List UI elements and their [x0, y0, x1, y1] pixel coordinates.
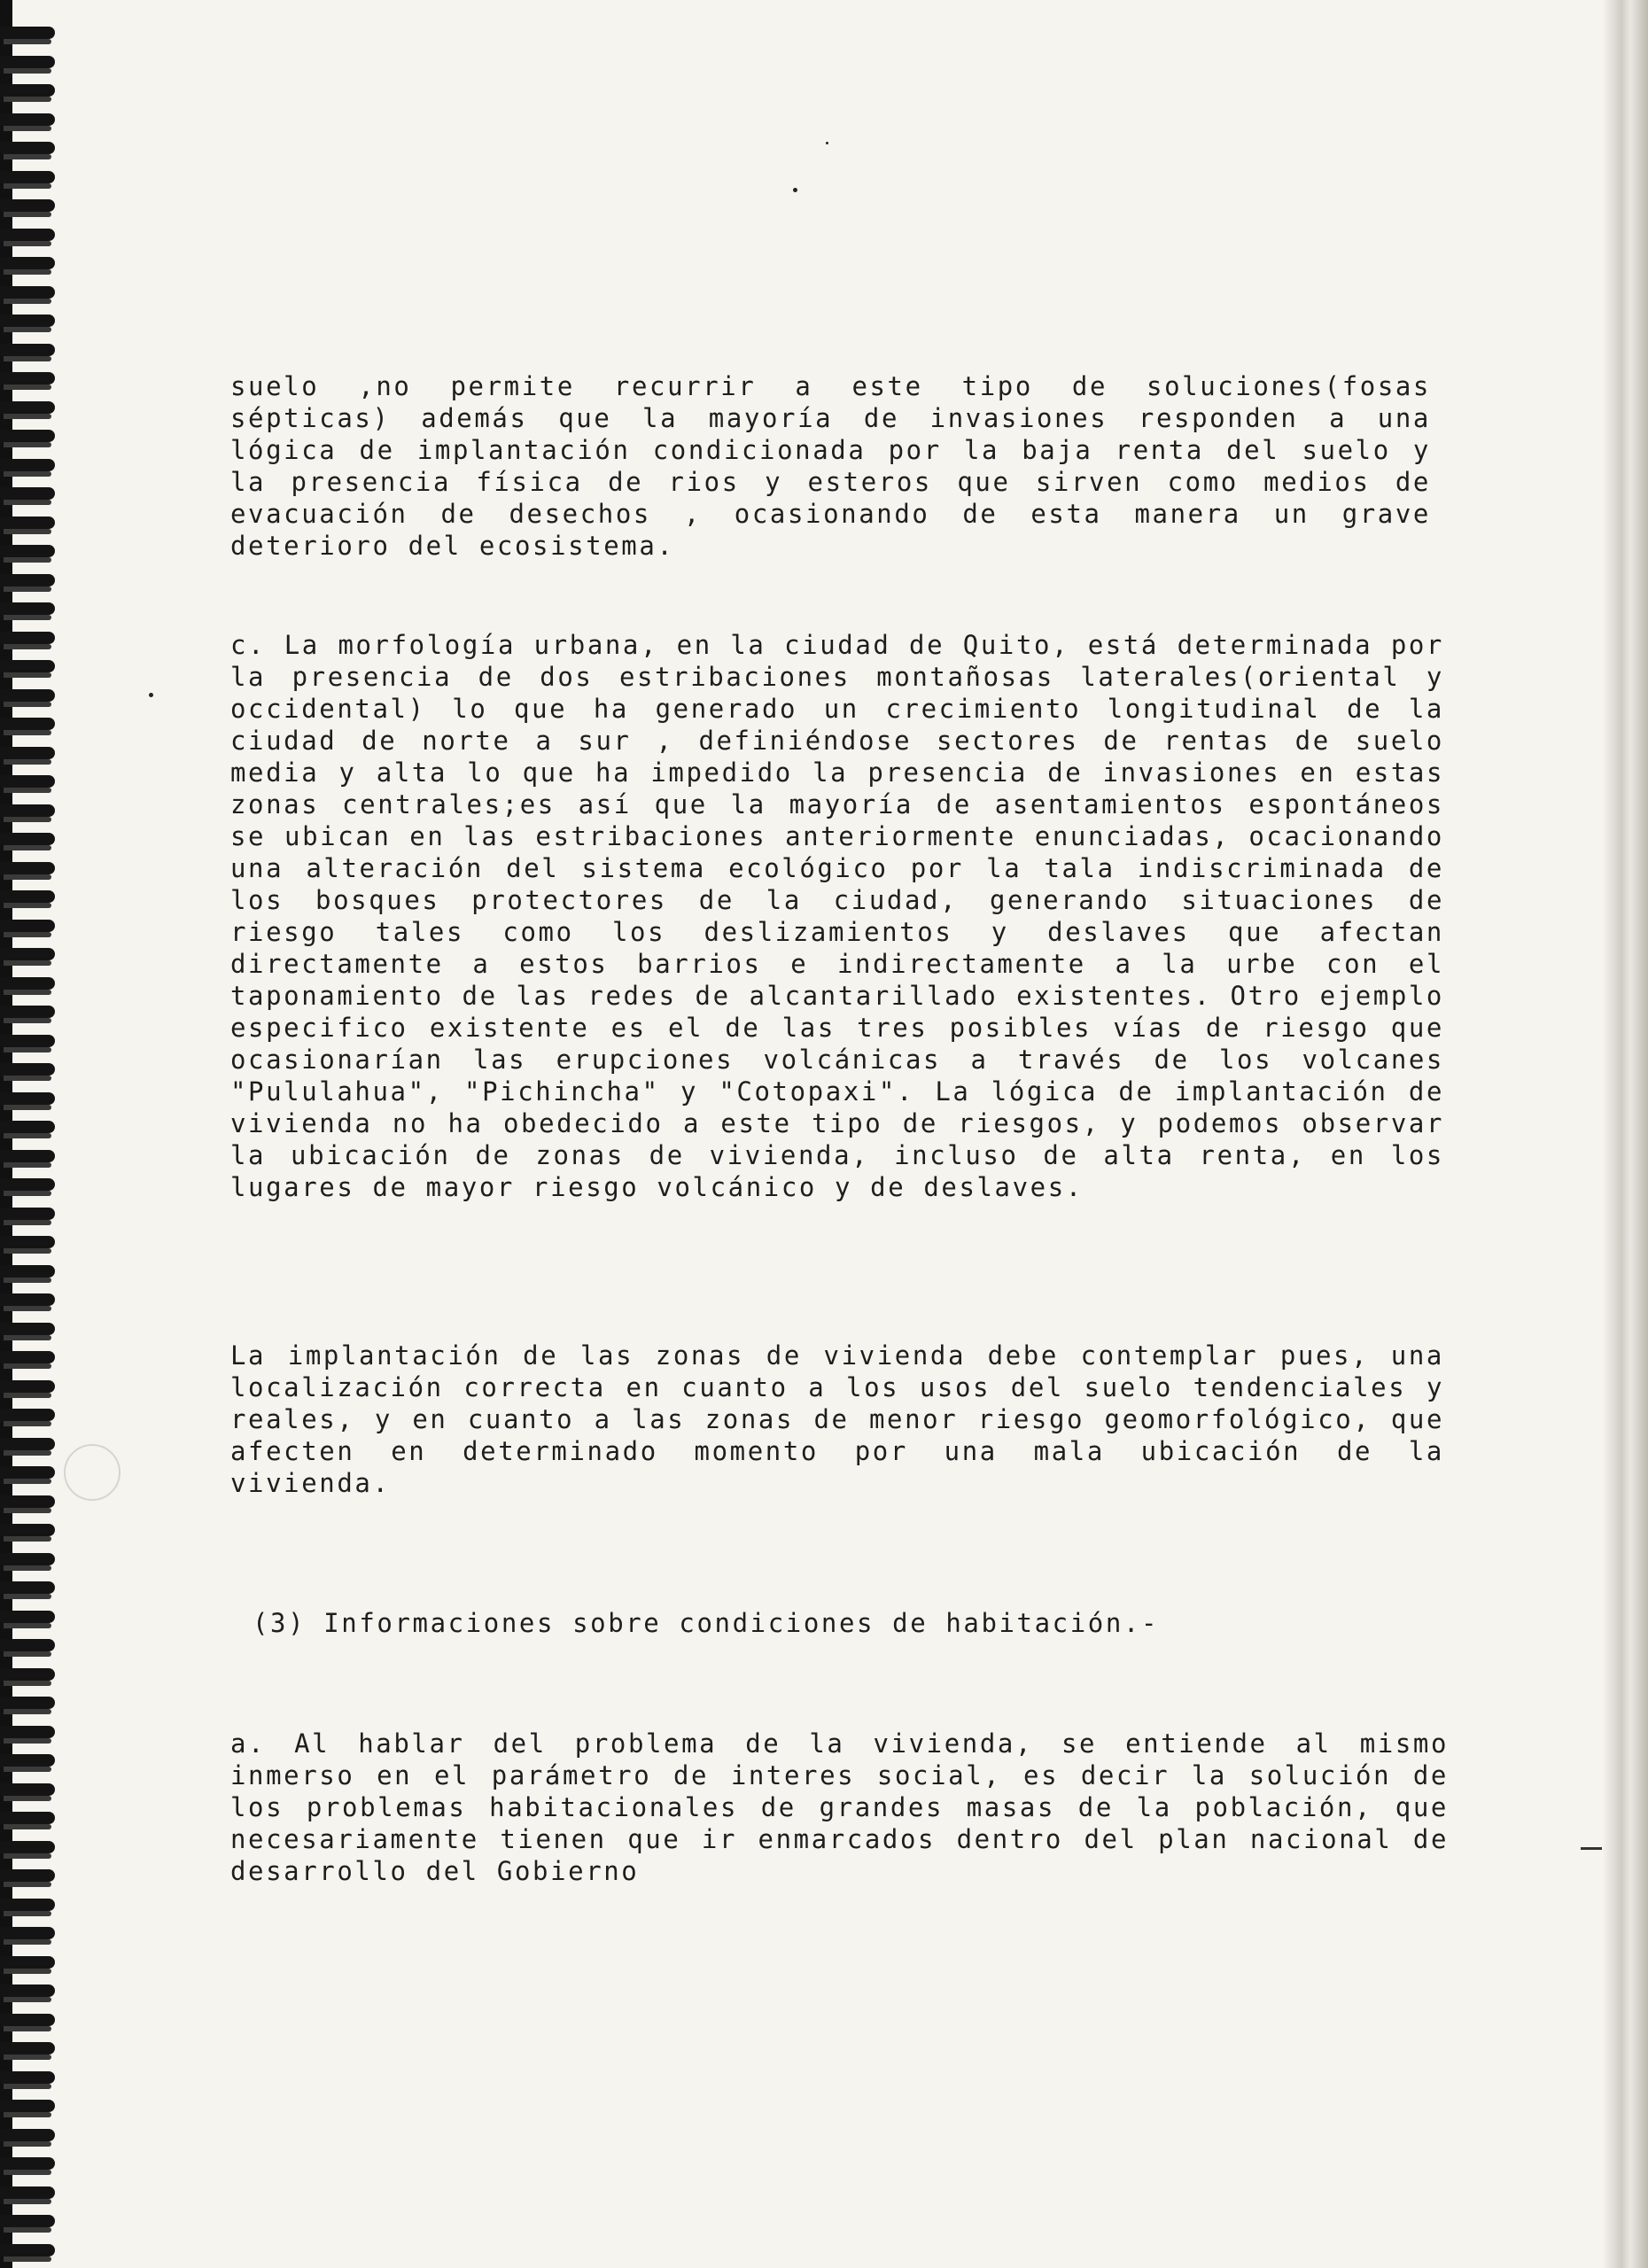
- binding-coil: [0, 632, 55, 644]
- binding-coil: [0, 1035, 55, 1047]
- paragraph-housing-zones: La implantación de las zonas de vivienda debe contemplar pues, una localización correcta en cuanto a los usos del suelo tendenciales y reales, y en cuanto a las zonas de menor riesgo geomorfológico, que afecten en determinado momento por una mala ubicación de la vivienda.: [230, 1340, 1444, 1498]
- binding-coil: [0, 487, 55, 500]
- binding-coil: [0, 1121, 55, 1133]
- binding-coil: [0, 977, 55, 990]
- binding-coil: [0, 718, 55, 730]
- spiral-binding: [0, 0, 66, 2268]
- binding-coil: [0, 315, 55, 327]
- binding-coil: [0, 804, 55, 817]
- binding-coil: [0, 574, 55, 586]
- binding-coil: [0, 2014, 55, 2026]
- binding-coil: [0, 2244, 55, 2256]
- binding-coil: [0, 1984, 55, 1997]
- binding-coil: [0, 862, 55, 874]
- binding-coil: [0, 1063, 55, 1076]
- binding-coil: [0, 775, 55, 788]
- binding-coil: [0, 199, 55, 212]
- paragraph-soil-continuation: suelo ,no permite recurrir a este tipo de soluciones(fosas sépticas) además que la mayoría de invasiones responden a una lógica de implantación condicionada por la baja renta del suelo y la presencia física de rios y esteros que sirven como medios de evacuación de desechos , ocasionando de esta manera un grave deterioro del ecosistema.: [230, 371, 1431, 561]
- binding-coil: [0, 833, 55, 845]
- binding-coil: [0, 2129, 55, 2141]
- binding-coil: [0, 689, 55, 702]
- binding-coil: [0, 1150, 55, 1162]
- page-speck: [149, 693, 153, 697]
- binding-coil: [0, 27, 55, 39]
- binding-coil: [0, 430, 55, 442]
- binding-coil: [0, 344, 55, 356]
- binding-coil: [0, 1495, 55, 1508]
- binding-coil: [0, 1783, 55, 1796]
- binding-coil: [0, 1841, 55, 1853]
- binding-coil: [0, 1265, 55, 1278]
- binding-coil: [0, 2157, 55, 2170]
- binding-coil: [0, 1466, 55, 1479]
- binding-coil: [0, 56, 55, 68]
- binding-coil: [0, 1208, 55, 1220]
- binding-coil: [0, 2186, 55, 2199]
- binding-coil: [0, 747, 55, 759]
- binding-coil: [0, 1611, 55, 1623]
- binding-coil: [0, 920, 55, 932]
- binding-coil: [0, 1697, 55, 1709]
- binding-coil: [0, 660, 55, 672]
- binding-coil: [0, 948, 55, 960]
- binding-coil: [0, 1178, 55, 1191]
- binding-coil: [0, 602, 55, 615]
- binding-coil: [0, 286, 55, 299]
- paragraph-urban-morphology: c. La morfología urbana, en la ciudad de Quito, está determinada por la presencia de dos estribaciones montañosas laterales(oriental y occidental) lo que ha generado un crecimiento longitudinal de la ciudad de norte a sur , definiéndose sectores de rentas de suelo media y alta lo que ha impedido la presencia de invasiones en estas zonas centrales;es así que la mayoría de asentamientos espontáneos se ubican en las estribaciones anteriormente enunciadas, ocacionando una alteración del sistema ecológico por la tala indiscriminada de los bosques protectores de la ciudad, generando situaciones de riesgo tales como los deslizamientos y deslaves que afectan directamente a estos barrios e indirectamente a la urbe con el taponamiento de las redes de alcantarillado existentes. Otro ejemplo especifico existente es el de las tres posibles vías de riesgo que ocasionarían las erupciones volcánicas a través de los volcanes "Pululahua", "Pichincha" y "Cotopaxi". La lógica de implantación de vivienda no ha obedecido a este tipo de riesgos, y podemos observar la ubicación de zonas de vivienda, incluso de alta renta, en los lugares de mayor riesgo volcánico y de deslaves.: [230, 630, 1444, 1202]
- binding-coil: [0, 1351, 55, 1363]
- binding-coil: [0, 1380, 55, 1393]
- binding-coil: [0, 1236, 55, 1248]
- binding-coil: [0, 229, 55, 241]
- binding-coil: [0, 1293, 55, 1306]
- binding-coil: [0, 1006, 55, 1018]
- binding-coil: [0, 257, 55, 269]
- binding-coil: [0, 1754, 55, 1767]
- binding-coil: [0, 1812, 55, 1824]
- binding-coil: [0, 1726, 55, 1738]
- margin-mark: [1581, 1847, 1602, 1850]
- binding-coil: [0, 1553, 55, 1565]
- binding-coil: [0, 1899, 55, 1911]
- binding-coil: [0, 372, 55, 384]
- binding-coil: [0, 1639, 55, 1651]
- binding-coil: [0, 545, 55, 557]
- binding-coil: [0, 1323, 55, 1335]
- binding-coil: [0, 1869, 55, 1882]
- binding-coil: [0, 2071, 55, 2084]
- page-edge-shadow: [1604, 0, 1648, 2268]
- punch-hole-mark: [64, 1444, 120, 1501]
- binding-coil: [0, 84, 55, 97]
- binding-coil: [0, 2215, 55, 2227]
- binding-coil: [0, 1438, 55, 1450]
- binding-coil: [0, 1927, 55, 1939]
- binding-coil: [0, 2100, 55, 2112]
- binding-coil: [0, 113, 55, 126]
- binding-coil: [0, 459, 55, 471]
- binding-coil: [0, 2042, 55, 2054]
- binding-coil: [0, 171, 55, 183]
- binding-coil: [0, 890, 55, 903]
- binding-coil: [0, 1092, 55, 1105]
- page-speck: [826, 142, 828, 144]
- binding-coil: [0, 1524, 55, 1536]
- page-speck: [793, 188, 797, 192]
- binding-coil: [0, 1956, 55, 1969]
- binding-coil: [0, 401, 55, 414]
- section-heading-habitation: (3) Informaciones sobre condiciones de habitación.-: [253, 1608, 1160, 1638]
- binding-coil: [0, 1581, 55, 1594]
- binding-coil: [0, 1409, 55, 1421]
- binding-coil: [0, 1668, 55, 1681]
- binding-coil: [0, 517, 55, 529]
- binding-coil: [0, 142, 55, 154]
- paragraph-housing-problem: a. Al hablar del problema de la vivienda, se entiende al mismo inmerso en el parámetro de interes social, es decir la solución de los problemas habitacionales de grandes masas de la población, que necesariamente tienen que ir enmarcados dentro del plan nacional de desarrollo del Gobierno: [230, 1728, 1449, 1886]
